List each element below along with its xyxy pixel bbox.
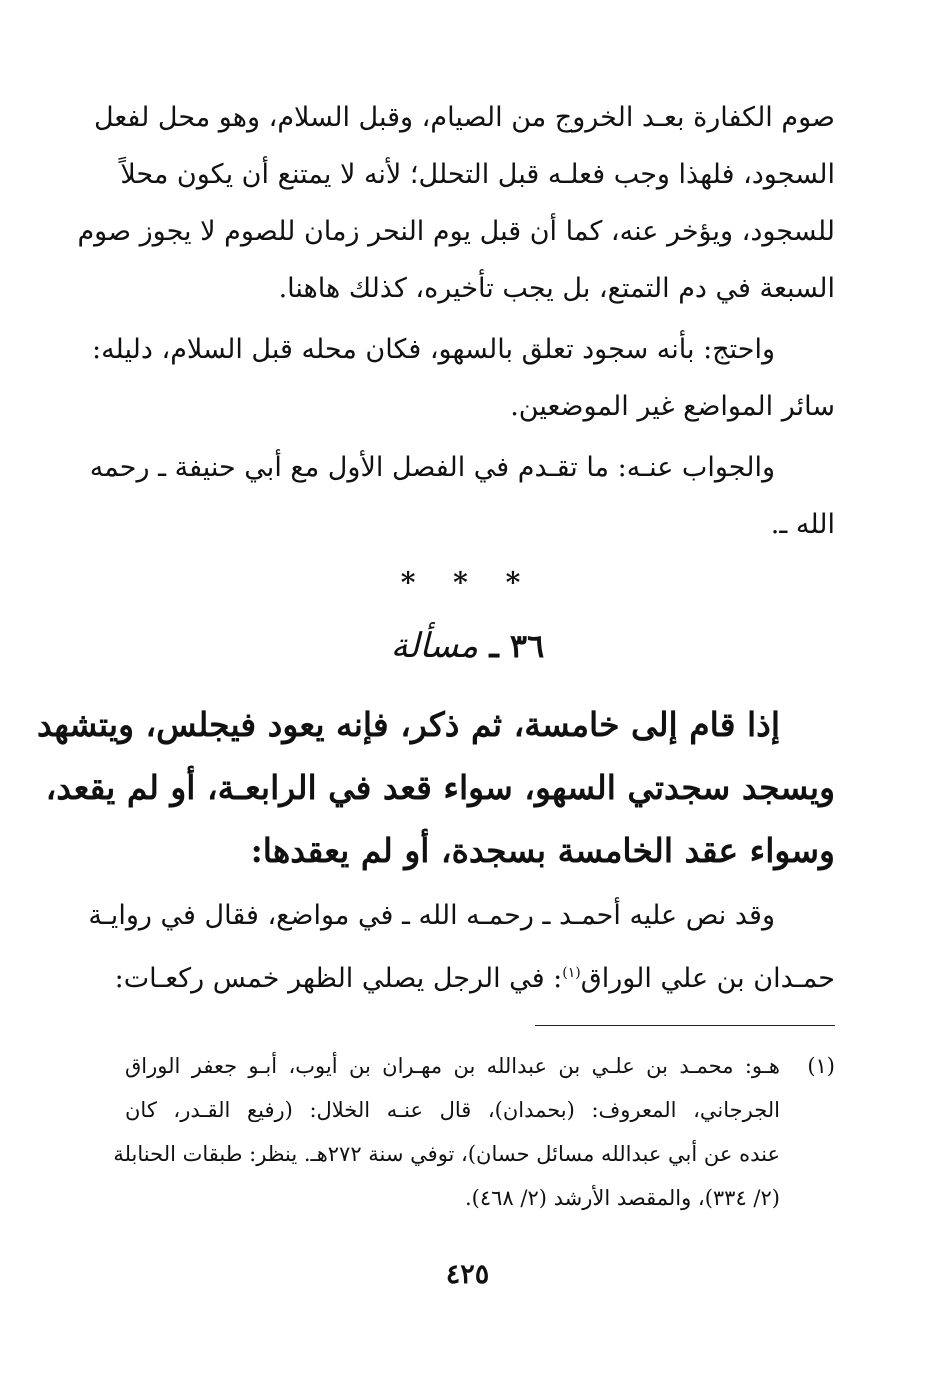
footnote-line-4: (٢/ ٣٣٤)، والمقصد الأرشد (٢/ ٤٦٨). (465, 1186, 780, 1210)
paragraph-3-line-1: والجواب عنـه: ما تقـدم في الفصل الأول مع أبي حنيفة ـ رحمه (89, 452, 775, 483)
issue-line-3: وسواء عقد الخامسة بسجدة، أو لم يعقدها: (250, 831, 835, 870)
body-line-4: السبعة في دم التمتع، بل يجب تأخيره، كذلك هاهنا. (278, 273, 835, 304)
issue-heading-word: مسألة (390, 626, 479, 666)
body-line-3: للسجود، ويؤخر عنه، كما أن قبل يوم النحر زمان للصوم لا يجوز صوم (77, 216, 835, 247)
footnote-line-2: الجرجاني، المعروف: (بحمدان)، قال عنـه الخلال: (رفيع القـدر، كان (125, 1098, 780, 1122)
footnote-reference: (١) (562, 965, 581, 981)
paragraph-4-text-a: حمـدان بن علي الوراق (580, 963, 835, 994)
issue-line-1: إذا قام إلى خامسة، ثم ذكر، فإنه يعود فيجلس، ويتشهد (36, 705, 780, 744)
body-line-1: صوم الكفارة بعـد الخروج من الصيام، وقبل السلام، وهو محل لفعل (93, 102, 835, 133)
section-separator: * * * (400, 566, 535, 599)
footnote-line-3: عنده عن أبي عبدالله مسائل حسان)، توفي سنة ٢٧٢هـ. ينظر: طبقات الحنابلة (113, 1142, 780, 1166)
paragraph-4-line-1: وقد نص عليه أحمـد ـ رحمـه الله ـ في مواضع، فقال في روايـة (88, 900, 775, 931)
issue-heading (0, 624, 935, 668)
paragraph-2-line-1: واحتج: بأنه سجود تعلق بالسهو، فكان محله قبل السلام، دليله: (91, 334, 775, 365)
paragraph-4-line-2 (114, 953, 835, 999)
footnote-number: (١) (807, 1054, 835, 1078)
issue-line-2: ويسجد سجدتي السهو، سواء قعد في الرابعـة، أو لم يقعد، (45, 768, 835, 807)
footnote-line-1: هـو: محمـد بن علـي بن عبدالله بن مهـران بن أيوب، أبـو جعفر الوراق (125, 1054, 780, 1078)
paragraph-4-text-b: : في الرجل يصلي الظهر خمس ركعـات: (114, 963, 563, 994)
page-number: ٤٢٥ (445, 1259, 490, 1290)
footnote-divider (535, 1025, 835, 1026)
paragraph-3-line-2: الله ـ. (770, 509, 835, 540)
body-line-2: السجود، فلهذا وجب فعلـه قبل التحلل؛ لأنه لا يمتنع أن يكون محلاً (120, 159, 835, 190)
issue-number: ٣٦ ـ (489, 627, 545, 665)
paragraph-2-line-2: سائر المواضع غير الموضعين. (510, 391, 835, 422)
